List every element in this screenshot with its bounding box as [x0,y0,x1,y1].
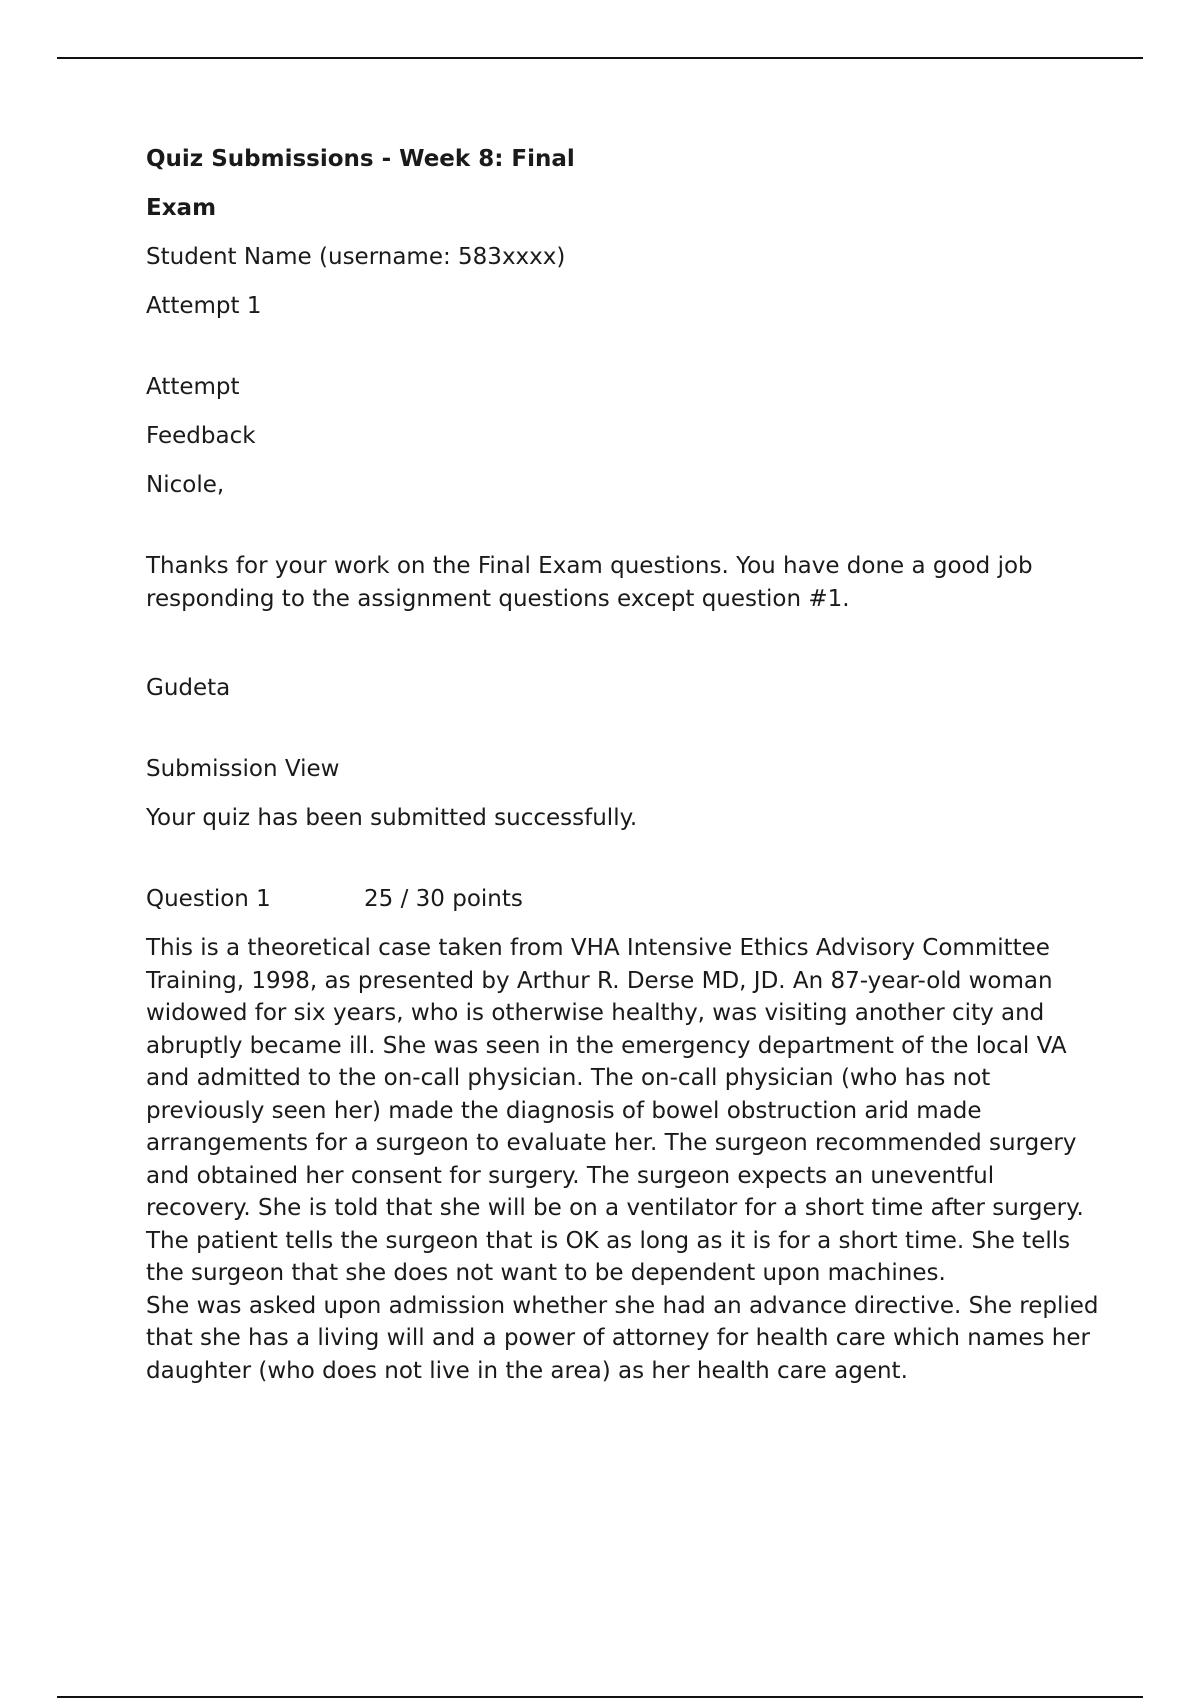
student-name: Student Name (username: 583xxxx) [146,244,566,270]
attempt-section-label: Attempt [146,374,240,400]
header-rule [57,57,1143,59]
page-title-line-2: Exam [146,195,217,221]
document-body [146,143,1106,1387]
feedback-label: Feedback [146,423,256,449]
submission-status: Your quiz has been submitted successfully. [146,805,638,831]
question-label: Question 1 [146,886,271,912]
question-header [146,883,1106,915]
feedback-greeting: Nicole, [146,472,225,498]
feedback-signature: Gudeta [146,675,231,701]
page-title-line-1: Quiz Submissions - Week 8: Final [146,146,575,172]
question-text-paragraph-2: She was asked upon admission whether she had an advance directive. She replied that she has a living will and a power of attorney for health care which names her daughter (who does not live in the area) as her health care agent. [146,1292,1099,1384]
question-text-paragraph-1: This is a theoretical case taken from VHA Intensive Ethics Advisory Committee Training, 1998, as presented by Arthur R. Derse MD, JD. An 87-year-old woman widowed for six years, who is otherwise healthy, was visiting another city and abruptly became ill. She was seen in the emergency department of the local VA and admitted to the on-call physician. The on-call physician (who has not previously seen her) made the diagnosis of bowel obstruction arid made arrangements for a surgeon to evaluate her. The surgeon recommended surgery and obtained her consent for surgery. The surgeon expects an uneventful recovery. She is told that she will be on a ventilator for a short time after surgery. The patient tells the surgeon that is OK as long as it is for a short time. She tells the surgeon that she does not want to be dependent upon machines. [146,935,1084,1286]
footer-rule [57,1696,1143,1698]
submission-view-label: Submission View [146,756,340,782]
feedback-message: Thanks for your work on the Final Exam questions. You have done a good job responding to the assignment questions except question #1. [146,553,1033,612]
attempt-number: Attempt 1 [146,293,262,319]
question-score: 25 / 30 points [364,886,523,912]
